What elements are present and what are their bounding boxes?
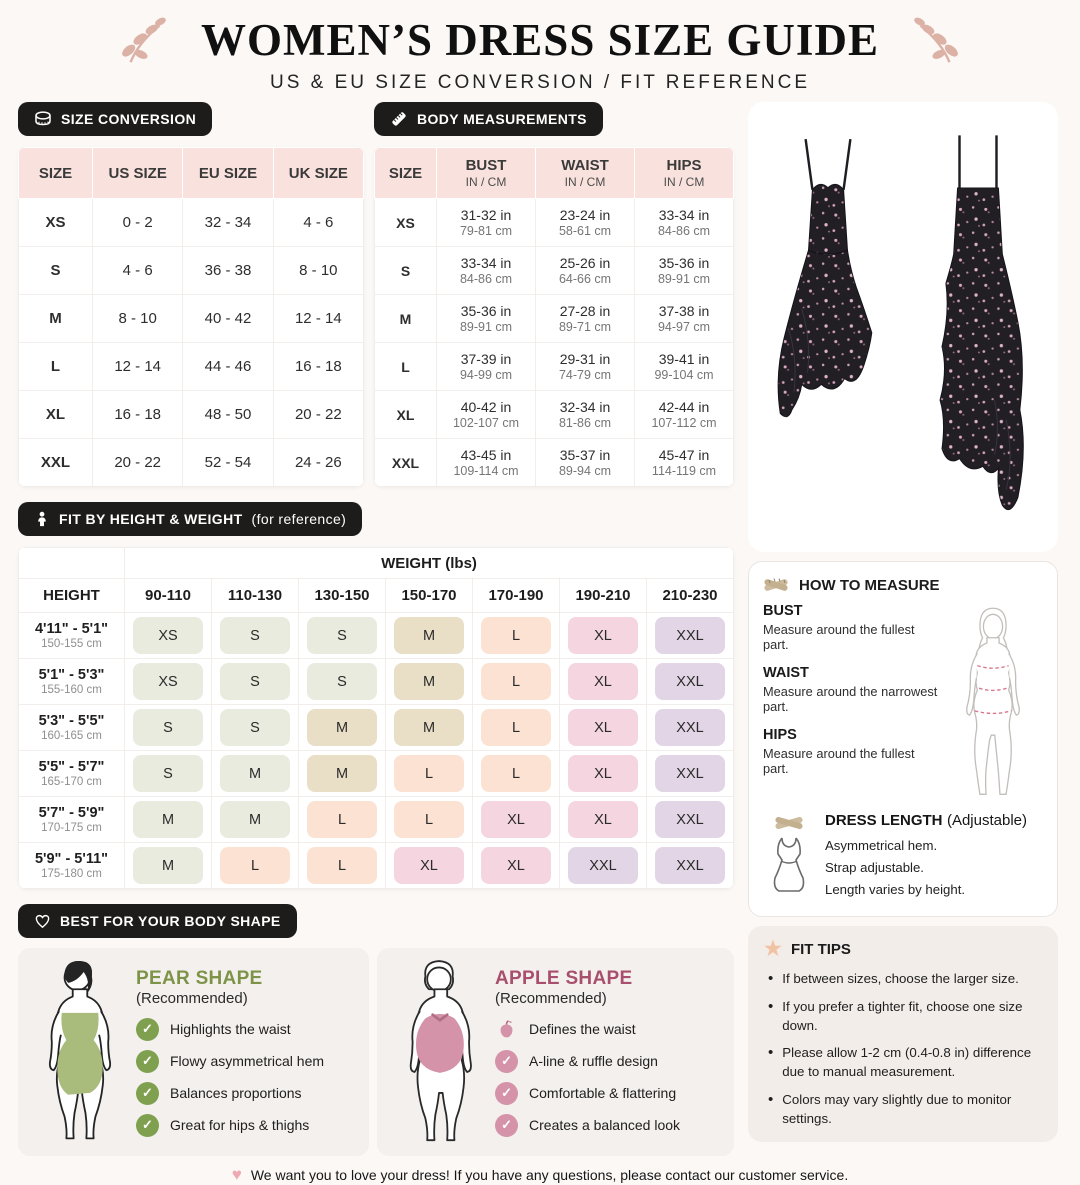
how-to-measure-title: HOW TO MEASURE — [799, 576, 940, 594]
fit-tips-card — [748, 926, 1058, 1142]
size-pill: S — [133, 709, 203, 746]
table-row — [19, 439, 364, 487]
tip-item: • If between sizes, choose the larger size. — [768, 969, 1042, 989]
size-pill-cell — [560, 843, 647, 889]
size-pill: XL — [568, 755, 638, 792]
table-row — [19, 199, 364, 247]
crossed-tapes-icon — [763, 575, 789, 595]
cell: 37-38 in 94-97 cm — [635, 295, 734, 343]
pear-shape-tag: (Recommended) — [136, 989, 248, 1007]
size-pill-cell — [386, 705, 473, 751]
apple-body-illustration — [389, 956, 489, 1148]
fit-by-height-weight-section — [18, 502, 734, 889]
table-row — [19, 247, 364, 295]
body-measurements-badge-label: BODY MEASUREMENTS — [417, 111, 587, 127]
size-pill-cell — [386, 751, 473, 797]
list-item: ✓ Comfortable & flattering — [495, 1082, 720, 1105]
footer-note — [0, 1165, 1080, 1185]
cell: S — [375, 247, 437, 295]
col-header: 190-210 — [560, 579, 647, 613]
page-header — [0, 0, 1080, 94]
size-pill-cell — [560, 705, 647, 751]
fit-badge — [18, 502, 362, 536]
measure-section — [763, 727, 943, 776]
pear-shape-title: PEAR SHAPE — [136, 967, 263, 989]
size-pill: L — [307, 801, 377, 838]
measure-desc: Measure around the narrowest part. — [763, 684, 938, 714]
table-row — [375, 247, 734, 295]
table-row — [19, 705, 734, 751]
measure-label: BUST — [763, 603, 803, 619]
dress-back-image — [905, 124, 1051, 540]
dress-length-line: Strap adjustable. — [825, 860, 924, 875]
cell: 43-45 in 109-114 cm — [437, 439, 536, 487]
size-pill-cell — [386, 843, 473, 889]
size-pill: XXL — [655, 617, 725, 654]
dress-length-section — [763, 812, 1043, 897]
table-row — [375, 391, 734, 439]
size-pill-cell — [125, 613, 212, 659]
size-pill: S — [220, 709, 290, 746]
page-subtitle: US & EU SIZE CONVERSION / FIT REFERENCE — [270, 72, 810, 93]
list-item: ✓ Balances proportions — [136, 1082, 355, 1105]
size-pill-cell — [473, 751, 560, 797]
pear-body-illustration — [30, 956, 130, 1148]
check-icon — [136, 1050, 159, 1073]
table-row — [19, 295, 364, 343]
size-pill-cell — [473, 659, 560, 705]
size-pill: L — [481, 617, 551, 654]
cell: L — [19, 343, 93, 391]
col-header: UK SIZE — [273, 148, 363, 199]
cell: 31-32 in 79-81 cm — [437, 199, 536, 247]
size-pill: S — [220, 663, 290, 700]
cell: XS — [375, 199, 437, 247]
size-pill-cell — [647, 613, 734, 659]
size-conversion-table — [18, 147, 364, 487]
size-pill: M — [307, 709, 377, 746]
body-measurements-badge — [374, 102, 603, 136]
cell: 35-37 in 89-94 cm — [536, 439, 635, 487]
size-pill: XL — [394, 847, 464, 884]
col-header: 210-230 — [647, 579, 734, 613]
size-pill-cell — [560, 751, 647, 797]
size-pill-cell — [299, 797, 386, 843]
leaf-decoration-right — [905, 14, 963, 66]
size-pill: XXL — [655, 847, 725, 884]
blank-cell — [19, 548, 125, 579]
size-pill: XXL — [655, 709, 725, 746]
size-pill-cell — [212, 705, 299, 751]
size-pill: L — [481, 663, 551, 700]
size-pill-cell — [560, 613, 647, 659]
body-measurements-table — [374, 147, 734, 487]
size-pill: XL — [481, 801, 551, 838]
measure-section — [763, 665, 943, 714]
footer-text: We want you to love your dress! If you have any questions, please contact our customer service. — [250, 1167, 849, 1183]
col-header: 110-130 — [212, 579, 299, 613]
list-item: ✓ Highlights the waist — [136, 1018, 355, 1041]
body-shape-section — [18, 904, 734, 1156]
size-pill: L — [481, 709, 551, 746]
leaf-decoration-left — [117, 14, 175, 66]
col-header: 90-110 — [125, 579, 212, 613]
table-row — [19, 797, 734, 843]
size-pill: M — [394, 617, 464, 654]
size-pill: L — [394, 755, 464, 792]
size-pill: L — [307, 847, 377, 884]
tape-measure-icon — [34, 110, 52, 128]
table-row — [19, 659, 734, 705]
apple-shape-card — [377, 948, 734, 1156]
size-pill: S — [133, 755, 203, 792]
measure-section — [763, 603, 943, 652]
size-pill-cell — [647, 797, 734, 843]
cell: XL — [19, 391, 93, 439]
size-pill-cell — [125, 705, 212, 751]
size-pill-cell — [386, 613, 473, 659]
size-pill: M — [220, 755, 290, 792]
size-pill: XXL — [655, 801, 725, 838]
body-shape-badge-label: BEST FOR YOUR BODY SHAPE — [60, 913, 281, 929]
cell: 33-34 in 84-86 cm — [437, 247, 536, 295]
size-pill-cell — [386, 659, 473, 705]
fit-tips-title: FIT TIPS — [790, 940, 851, 958]
heart-outline-icon — [34, 913, 51, 930]
cell: 25-26 in 64-66 cm — [536, 247, 635, 295]
product-image-card — [748, 102, 1058, 552]
measure-label: WAIST — [763, 665, 809, 681]
size-pill: M — [133, 847, 203, 884]
size-pill-cell — [299, 751, 386, 797]
cell: 40-42 in 102-107 cm — [437, 391, 536, 439]
fit-badge-note: (for reference) — [251, 511, 347, 527]
size-pill-cell — [212, 751, 299, 797]
table-row — [19, 613, 734, 659]
size-pill-cell — [647, 751, 734, 797]
list-item: ✓ A-line & ruffle design — [495, 1050, 720, 1073]
cell: 39-41 in 99-104 cm — [635, 343, 734, 391]
cell: XXL — [375, 439, 437, 487]
body-shape-badge — [18, 904, 297, 938]
table-header-row — [19, 579, 734, 613]
size-pill-cell — [212, 613, 299, 659]
tip-item: • Please allow 1-2 cm (0.4-0.8 in) difference due to manual measurement. — [768, 1043, 1042, 1082]
dress-length-tag: (Adjustable) — [946, 812, 1028, 829]
size-pill-cell — [299, 659, 386, 705]
cell: M — [375, 295, 437, 343]
how-to-measure-card — [748, 561, 1058, 917]
size-pill-cell — [473, 613, 560, 659]
heart-icon: ♥ — [231, 1165, 242, 1184]
cell: XL — [375, 391, 437, 439]
cell: 20 - 22 — [273, 391, 363, 439]
cell: 23-24 in 58-61 cm — [536, 199, 635, 247]
cell: 37-39 in 94-99 cm — [437, 343, 536, 391]
measurement-figure — [943, 603, 1043, 803]
size-pill-cell — [647, 659, 734, 705]
cell: 42-44 in 107-112 cm — [635, 391, 734, 439]
size-pill: L — [394, 801, 464, 838]
size-pill: XL — [568, 709, 638, 746]
check-icon — [495, 1082, 518, 1105]
body-measurements-section — [374, 102, 734, 487]
measure-desc: Measure around the fullest part. — [763, 746, 915, 776]
col-header: 130-150 — [299, 579, 386, 613]
cell: 20 - 22 — [93, 439, 183, 487]
size-pill-cell — [299, 613, 386, 659]
fit-badge-label: FIT BY HEIGHT & WEIGHT — [59, 511, 243, 527]
size-pill: L — [481, 755, 551, 792]
list-item: ✓ Creates a balanced look — [495, 1114, 720, 1137]
cell: S — [19, 247, 93, 295]
table-row — [19, 391, 364, 439]
size-pill-cell — [473, 797, 560, 843]
size-pill: XS — [133, 617, 203, 654]
height-cell: 4'11" - 5'1" 150-155 cm — [19, 613, 125, 659]
apple-icon — [495, 1018, 518, 1041]
check-icon — [495, 1114, 518, 1137]
dress-length-title: DRESS LENGTH — [825, 812, 943, 829]
size-pill: M — [394, 709, 464, 746]
ruler-icon — [390, 110, 408, 128]
size-pill-cell — [125, 843, 212, 889]
size-conversion-section — [18, 102, 364, 487]
tip-item: • If you prefer a tighter fit, choose one size down. — [768, 997, 1042, 1036]
list-item: ✓ Flowy asymmetrical hem — [136, 1050, 355, 1073]
table-row — [375, 343, 734, 391]
size-pill-cell — [212, 659, 299, 705]
size-pill: S — [307, 663, 377, 700]
cell: 40 - 42 — [183, 295, 273, 343]
cell: 0 - 2 — [93, 199, 183, 247]
size-pill-cell — [560, 797, 647, 843]
check-icon — [136, 1114, 159, 1137]
weight-header: WEIGHT (lbs) — [125, 548, 734, 579]
cell: 12 - 14 — [273, 295, 363, 343]
size-pill-cell — [212, 797, 299, 843]
table-row — [375, 439, 734, 487]
size-pill: XL — [568, 617, 638, 654]
dress-length-line: Length varies by height. — [825, 882, 966, 897]
size-pill: XS — [133, 663, 203, 700]
cell: 8 - 10 — [93, 295, 183, 343]
cell: 16 - 18 — [93, 391, 183, 439]
cell: XS — [19, 199, 93, 247]
col-header: SIZE — [375, 148, 437, 199]
cell: 36 - 38 — [183, 247, 273, 295]
cell: 52 - 54 — [183, 439, 273, 487]
cell: XXL — [19, 439, 93, 487]
cell: 4 - 6 — [93, 247, 183, 295]
tip-item: • Colors may vary slightly due to monitor settings. — [768, 1090, 1042, 1129]
table-row — [375, 199, 734, 247]
size-pill: L — [220, 847, 290, 884]
cell: 35-36 in 89-91 cm — [437, 295, 536, 343]
cell: 27-28 in 89-71 cm — [536, 295, 635, 343]
cell: 32-34 in 81-86 cm — [536, 391, 635, 439]
size-pill: XXL — [655, 755, 725, 792]
cell: 48 - 50 — [183, 391, 273, 439]
dress-outline-icon — [769, 836, 809, 894]
size-conversion-badge-label: SIZE CONVERSION — [61, 111, 197, 127]
page-title: WOMEN’S DRESS SIZE GUIDE — [201, 15, 879, 65]
size-pill: XL — [568, 663, 638, 700]
col-header: 170-190 — [473, 579, 560, 613]
col-header: HIPS IN / CM — [635, 148, 734, 199]
size-pill-cell — [125, 797, 212, 843]
height-header: HEIGHT — [19, 579, 125, 613]
size-pill: M — [220, 801, 290, 838]
height-cell: 5'9" - 5'11" 175-180 cm — [19, 843, 125, 889]
height-cell: 5'5" - 5'7" 165-170 cm — [19, 751, 125, 797]
cell: 16 - 18 — [273, 343, 363, 391]
table-row — [375, 295, 734, 343]
cell: 45-47 in 114-119 cm — [635, 439, 734, 487]
cell: 35-36 in 89-91 cm — [635, 247, 734, 295]
cell: 44 - 46 — [183, 343, 273, 391]
size-pill: M — [133, 801, 203, 838]
col-header: US SIZE — [93, 148, 183, 199]
cell: 8 - 10 — [273, 247, 363, 295]
measure-label: HIPS — [763, 727, 797, 743]
height-cell: 5'7" - 5'9" 170-175 cm — [19, 797, 125, 843]
table-row — [19, 343, 364, 391]
list-item: ✓ Great for hips & thighs — [136, 1114, 355, 1137]
fit-table — [18, 547, 734, 889]
size-pill: M — [307, 755, 377, 792]
size-pill-cell — [299, 843, 386, 889]
pear-shape-card — [18, 948, 369, 1156]
dress-front-image — [755, 124, 901, 454]
size-pill-cell — [560, 659, 647, 705]
table-header-row — [375, 148, 734, 199]
size-pill-cell — [473, 843, 560, 889]
size-pill-cell — [473, 705, 560, 751]
size-pill-cell — [125, 659, 212, 705]
star-icon: ★ — [764, 938, 782, 960]
col-header: WAIST IN / CM — [536, 148, 635, 199]
col-header: SIZE — [19, 148, 93, 199]
measure-desc: Measure around the fullest part. — [763, 622, 915, 652]
size-pill: XL — [568, 801, 638, 838]
size-pill-cell — [386, 797, 473, 843]
check-icon — [136, 1018, 159, 1041]
check-icon — [136, 1082, 159, 1105]
size-pill: XXL — [655, 663, 725, 700]
crossed-tapes-icon — [772, 812, 806, 834]
list-item: Defines the waist — [495, 1018, 720, 1041]
apple-shape-title: APPLE SHAPE — [495, 967, 633, 989]
cell: M — [19, 295, 93, 343]
size-pill-cell — [299, 705, 386, 751]
cell: 4 - 6 — [273, 199, 363, 247]
size-pill: XL — [481, 847, 551, 884]
size-conversion-badge — [18, 102, 212, 136]
col-header: 150-170 — [386, 579, 473, 613]
check-icon — [495, 1050, 518, 1073]
person-icon — [34, 510, 50, 528]
col-header: EU SIZE — [183, 148, 273, 199]
cell: 29-31 in 74-79 cm — [536, 343, 635, 391]
table-row — [19, 751, 734, 797]
table-header-row — [19, 148, 364, 199]
size-pill-cell — [647, 843, 734, 889]
height-cell: 5'3" - 5'5" 160-165 cm — [19, 705, 125, 751]
size-pill: S — [220, 617, 290, 654]
table-row — [19, 843, 734, 889]
cell: 32 - 34 — [183, 199, 273, 247]
size-pill-cell — [125, 751, 212, 797]
cell: L — [375, 343, 437, 391]
size-pill: S — [307, 617, 377, 654]
cell: 33-34 in 84-86 cm — [635, 199, 734, 247]
size-pill: XXL — [568, 847, 638, 884]
size-pill: M — [394, 663, 464, 700]
table-header-row — [19, 548, 734, 579]
dress-length-line: Asymmetrical hem. — [825, 838, 938, 853]
col-header: BUST IN / CM — [437, 148, 536, 199]
apple-shape-tag: (Recommended) — [495, 989, 607, 1007]
size-pill-cell — [212, 843, 299, 889]
cell: 12 - 14 — [93, 343, 183, 391]
size-pill-cell — [647, 705, 734, 751]
cell: 24 - 26 — [273, 439, 363, 487]
height-cell: 5'1" - 5'3" 155-160 cm — [19, 659, 125, 705]
